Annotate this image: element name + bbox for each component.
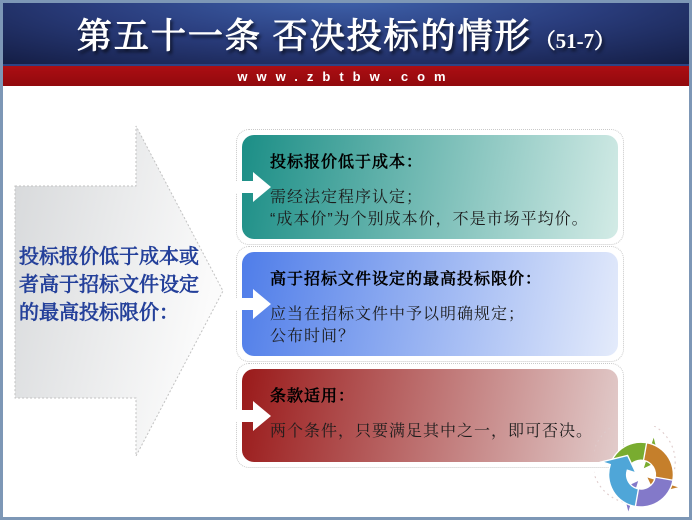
box-line: 应当在招标文件中予以明确规定；	[270, 306, 526, 323]
white-arrow-icon	[236, 289, 272, 319]
box-title: 高于招标文件设定的最高投标限价：	[270, 271, 543, 288]
box-above-price-limit	[242, 252, 618, 356]
website-banner	[3, 64, 689, 86]
white-arrow-icon	[236, 401, 272, 431]
box-outline	[236, 363, 624, 468]
box-title: 条款适用：	[270, 388, 356, 405]
box-bid-below-cost	[242, 135, 618, 239]
cycle-arrows-logo	[594, 426, 688, 516]
box-title: 投标报价低于成本：	[270, 154, 424, 171]
page-title	[77, 9, 615, 59]
left-callout-text: 投标报价低于成本或者高于招标文件设定的最高投标限价：	[19, 246, 199, 324]
box-outline	[236, 246, 624, 362]
website-url: www.zbtbw.com	[237, 68, 455, 84]
box-line: 需经法定程序认定；	[270, 189, 424, 206]
box-outline	[236, 129, 624, 245]
page-title-text: 第五十一条 否决投标的情形	[76, 16, 532, 56]
boxes-panel	[236, 129, 624, 469]
slide-header	[3, 3, 689, 64]
page-title-suffix: （51-7）	[534, 28, 616, 53]
box-clause-application	[242, 369, 618, 462]
cycle-arrows-icon	[594, 426, 688, 516]
box-line: 两个条件，只要满足其中之一，即可否决。	[270, 423, 594, 440]
white-arrow-icon	[236, 172, 272, 202]
box-line: “成本价”为个别成本价，不是市场平均价。	[270, 211, 589, 228]
box-line: 公布时间？	[270, 328, 356, 345]
